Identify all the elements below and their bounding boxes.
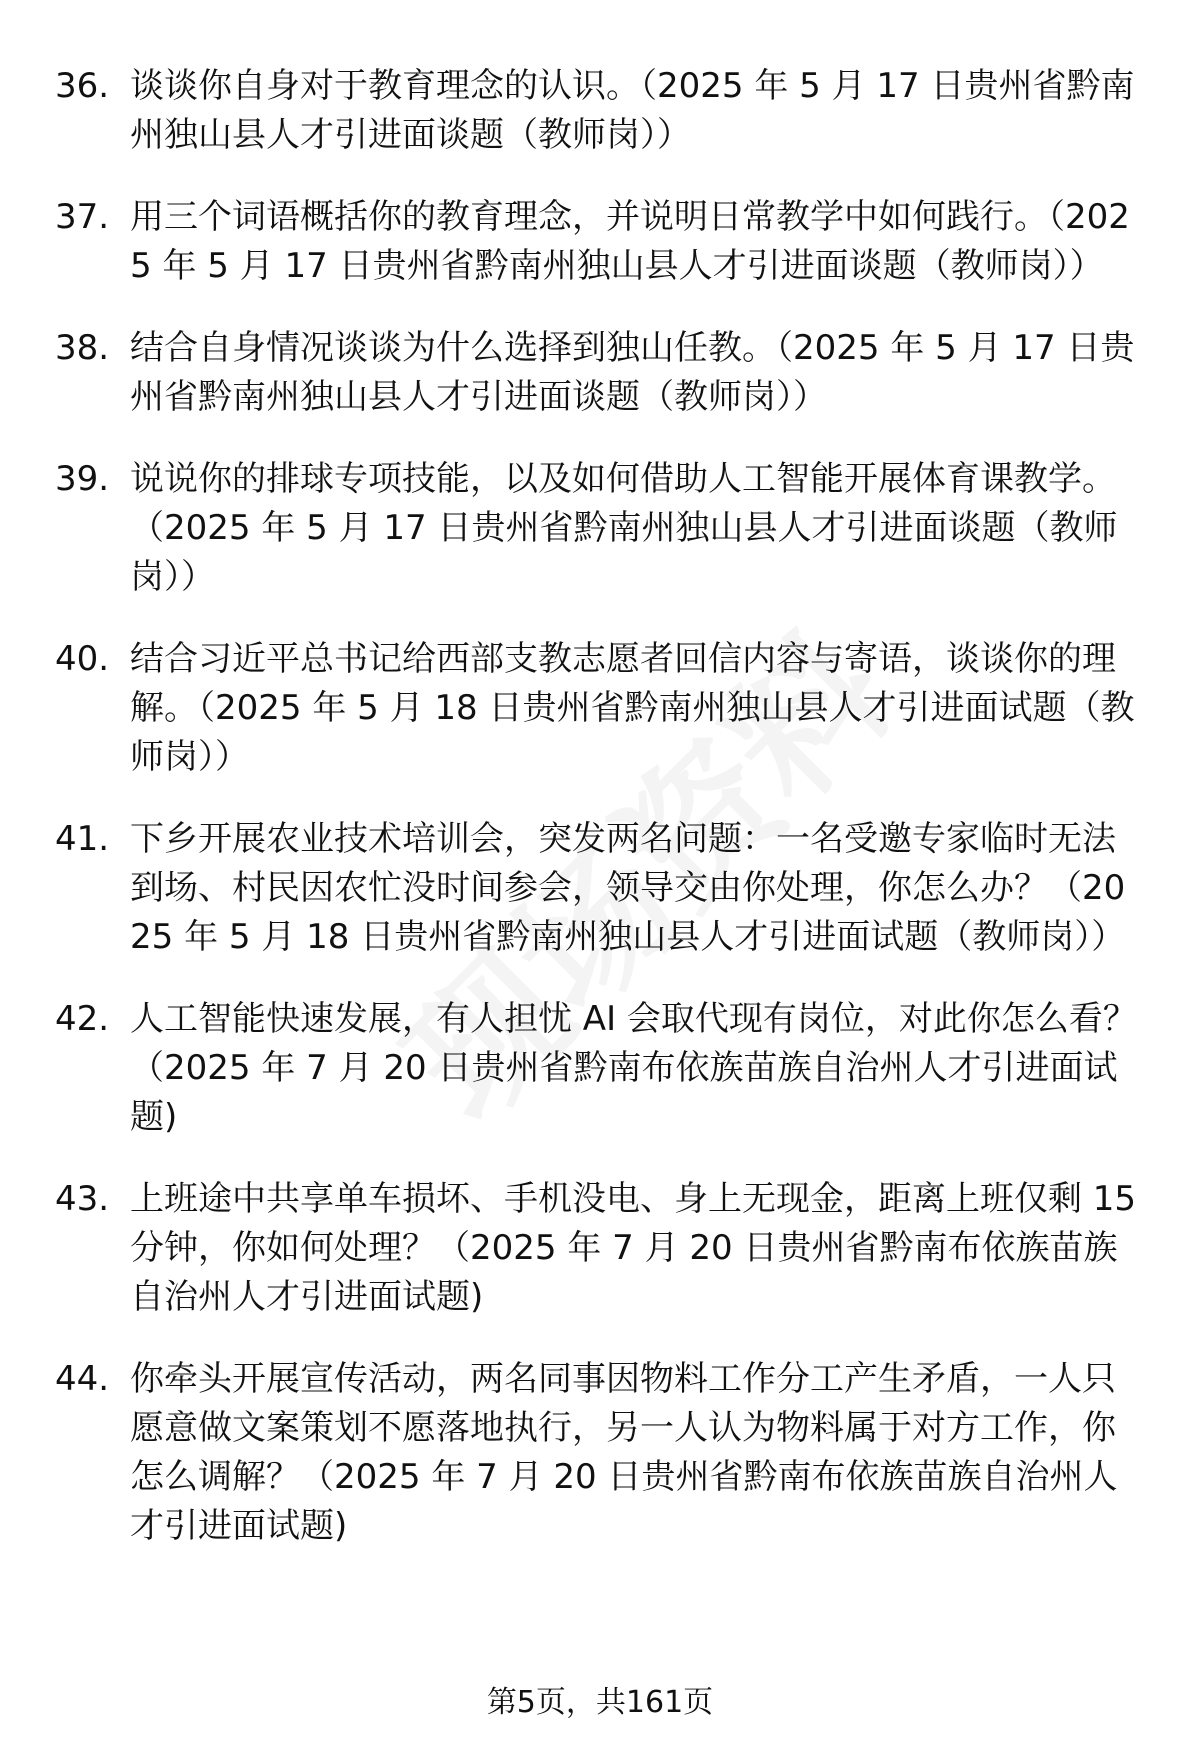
page-footer: 第5页，共161页 (486, 1685, 714, 1720)
question-item (55, 324, 1140, 422)
question-item (55, 635, 1140, 782)
question-text: 结合习近平总书记给西部支教志愿者回信内容与寄语，谈谈你的理解。（2025 年 5 月 18 日贵州省黔南州独山县人才引进面试题（教师岗）） (130, 639, 1135, 777)
question-number: 44. (55, 1359, 110, 1399)
question-item (55, 455, 1140, 602)
question-text: 结合自身情况谈谈为什么选择到独山任教。（2025 年 5 月 17 日贵州省黔南州独山县人才引进面谈题（教师岗）） (130, 328, 1135, 417)
question-number: 41. (55, 819, 110, 859)
question-text: 用三个词语概括你的教育理念，并说明日常教学中如何践行。（2025 年 5 月 17 日贵州省黔南州独山县人才引进面谈题（教师岗）） (130, 197, 1130, 286)
question-number: 43. (55, 1179, 110, 1219)
question-text: 说说你的排球专项技能，以及如何借助人工智能开展体育课教学。（2025 年 5 月 17 日贵州省黔南州独山县人才引进面谈题（教师岗）） (130, 459, 1118, 597)
question-number: 37. (55, 197, 110, 237)
question-text: 你牵头开展宣传活动，两名同事因物料工作分工产生矛盾，一人只愿意做文案策划不愿落地执行，另一人认为物料属于对方工作，你怎么调解？（2025 年 7 月 20 日贵州省黔南布依族苗族自治州人才引进面试题) (130, 1359, 1118, 1546)
question-number: 38. (55, 328, 110, 368)
question-text: 下乡开展农业技术培训会，突发两名问题：一名受邀专家临时无法到场、村民因农忙没时间参会，领导交由你处理，你怎么办？（2025 年 5 月 18 日贵州省黔南州独山县人才引进面试题（教师岗）） (130, 819, 1126, 957)
question-text: 谈谈你自身对于教育理念的认识。（2025 年 5 月 17 日贵州省黔南州独山县人才引进面谈题（教师岗）） (130, 66, 1135, 155)
question-item (55, 62, 1140, 160)
question-list (55, 62, 1140, 1584)
question-number: 36. (55, 66, 110, 106)
question-number: 40. (55, 639, 110, 679)
question-item (55, 193, 1140, 291)
question-text: 人工智能快速发展，有人担忧 AI 会取代现有岗位，对此你怎么看？（2025 年 7 月 20 日贵州省黔南布依族苗族自治州人才引进面试题) (130, 999, 1137, 1137)
question-item (55, 815, 1140, 962)
question-item (55, 1355, 1140, 1551)
question-number: 39. (55, 459, 110, 499)
question-item (55, 995, 1140, 1142)
question-text: 上班途中共享单车损坏、手机没电、身上无现金，距离上班仅剩 15 分钟，你如何处理？（2025 年 7 月 20 日贵州省黔南布依族苗族自治州人才引进面试题) (130, 1179, 1137, 1317)
question-item (55, 1175, 1140, 1322)
question-number: 42. (55, 999, 110, 1039)
